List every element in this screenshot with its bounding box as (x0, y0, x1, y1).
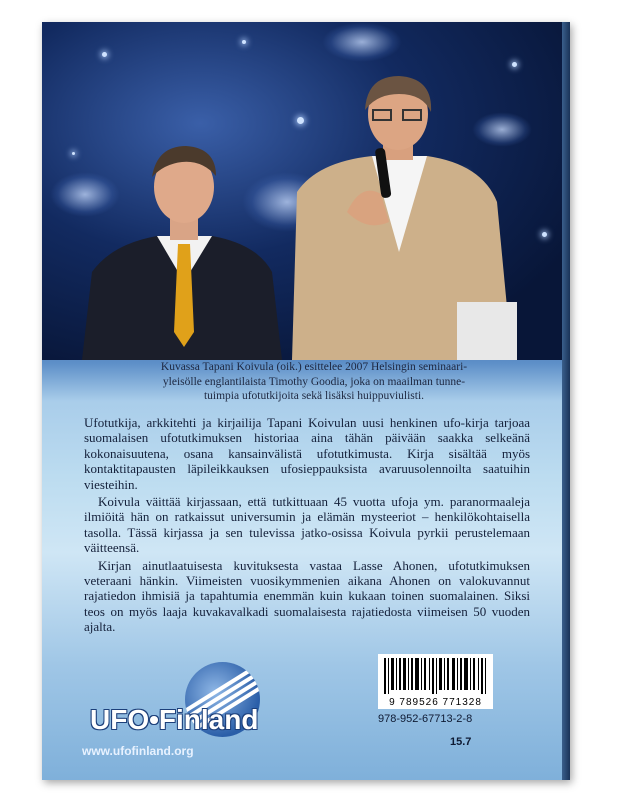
book-back-cover (42, 22, 570, 780)
caption-line: tuimpia ufotutkijoita sekä lisäksi huippuviulisti. (203, 390, 425, 402)
barcode-number: 9 789526 771328 (389, 697, 482, 708)
person-left-photo (82, 132, 282, 360)
website-url: www.ufofinland.org (82, 744, 194, 758)
barcode (378, 654, 493, 709)
caption-line: Kuvassa Tapani Koivula (oik.) esittelee 2007 Helsingin seminaari- (160, 361, 468, 373)
blurb-paragraph: Kirjan ainutlaatuisesta kuvituksesta vastaa Lasse Ahonen, ufotutkimuksen veteraani hänkin. Viimeisten vuosikymmenien aikana Ahonen on valokuvannut rajatiedon ihmisiä ja tapahtumia enemmän kuin kukaan toinen suomalainen. Siksi teos on myös laaja kuvakavalkadi suomalaisesta rajatiedosta viimeisen 50 vuoden ajalta. (84, 557, 530, 635)
isbn-number: 978-952-67713-2-8 (378, 713, 473, 725)
blurb-text (84, 415, 530, 637)
photo-caption (104, 360, 524, 404)
cover-photo (42, 22, 570, 360)
logo-text: UFO•Finland (90, 704, 259, 735)
person-right-photo (277, 72, 517, 360)
barcode-bars-icon (384, 658, 487, 694)
classification-code: 15.7 (450, 736, 472, 748)
blurb-paragraph: Koivula väittää kirjassaan, että tutkittuaan 45 vuotta ufoja ym. paranormaaleja ilmiöitä hän on ratkaissut universumin ja elämän mysteeriot – henkilökohtaisella tasolla. Tässä kirjassa ja sen tulevissa jatko-osissa Koivula pyrkii perustelemaan väitteensä. (84, 494, 530, 556)
book-spine-edge (562, 22, 570, 780)
caption-line: yleisölle englantilaista Timothy Goodia, joka on maailman tunne- (162, 375, 466, 388)
blurb-paragraph: Ufotutkija, arkkitehti ja kirjailija Tapani Koivulan uusi henkinen ufo-kirja tarjoaa suomalaisen ufotutkimuksen historiaa aina tähän päivään saakka selkeänä kokonaisuutena, osana kansainvälistä ufotutkimusta. Kirja sisältää myös kontaktitapausten läpileikkauksen ufosieppauksista avaruusolennoilta saatuihin viesteihin. (84, 415, 530, 492)
